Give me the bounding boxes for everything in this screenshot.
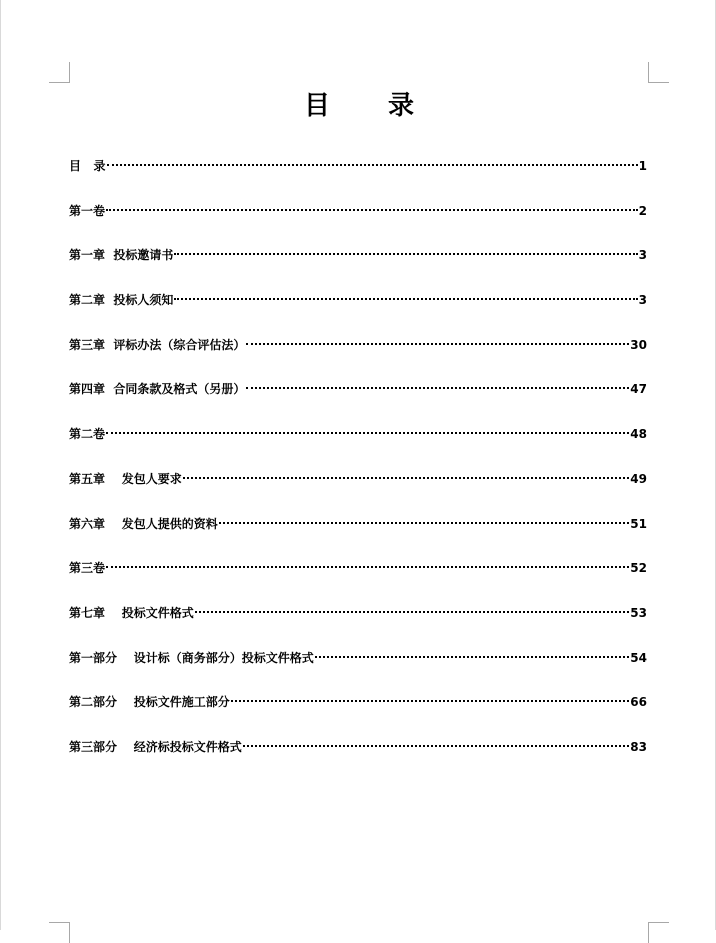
toc-dot-leader (231, 700, 630, 702)
toc-entry[interactable] (69, 156, 647, 201)
page-title-part2: 录 (388, 91, 415, 121)
toc-entry[interactable] (69, 290, 647, 335)
toc-dot-leader (183, 477, 630, 479)
toc-entry-label: 第一卷 (69, 203, 106, 218)
toc-entry-label: 第一部分 设计标（商务部分）投标文件格式 (69, 650, 314, 665)
page-title-part1: 目 (303, 91, 330, 121)
toc-dot-leader (174, 298, 637, 300)
toc-entry-label: 第七章 投标文件格式 (69, 605, 194, 620)
toc-entry-label: 第三卷 (69, 561, 106, 576)
toc-entry-label: 第二部分 投标文件施工部分 (69, 695, 230, 710)
toc-entry-label: 第二卷 (69, 427, 106, 442)
toc-entry[interactable] (69, 692, 647, 737)
toc-entry-page-number: 1 (638, 159, 647, 173)
toc-entry-page-number: 3 (638, 293, 647, 308)
margin-corner-mark (648, 62, 669, 83)
toc-entry[interactable] (69, 737, 647, 782)
toc-dot-leader (174, 253, 637, 255)
toc-entry-page-number: 53 (630, 605, 647, 620)
toc-entry-label: 第一章 投标邀请书 (69, 248, 174, 263)
toc-dot-leader (106, 566, 629, 568)
toc-dot-leader (195, 611, 630, 613)
toc-entry-label: 第五章 发包人要求 (69, 471, 182, 486)
toc-dot-leader (106, 209, 638, 211)
toc-entry-page-number: 3 (638, 248, 647, 263)
toc-entry[interactable] (69, 514, 647, 559)
toc-entry-page-number: 51 (630, 516, 647, 531)
toc-entry-page-number: 30 (630, 337, 647, 352)
toc-dot-leader (246, 387, 629, 389)
toc-entry-label: 第三章 评标办法（综合评估法） (69, 337, 246, 352)
toc-entry-label: 第六章 发包人提供的资料 (69, 516, 218, 531)
toc-entry-page-number: 47 (630, 382, 647, 397)
toc-entry[interactable] (69, 558, 647, 603)
toc-entry-label: 目 录 (69, 159, 106, 173)
toc-entry[interactable] (69, 603, 647, 648)
toc-entry[interactable] (69, 648, 647, 693)
toc-entry[interactable] (69, 201, 647, 246)
toc-entry-label: 第三部分 经济标投标文件格式 (69, 739, 242, 754)
margin-corner-mark (49, 62, 70, 83)
toc-dot-leader (243, 745, 630, 747)
toc-entry-page-number: 54 (630, 650, 647, 665)
toc-dot-leader (315, 656, 630, 658)
toc-dot-leader (219, 522, 630, 524)
page-title (1, 88, 716, 124)
toc-entry-label: 第二章 投标人须知 (69, 293, 174, 308)
table-of-contents (69, 156, 647, 782)
toc-entry-label: 第四章 合同条款及格式（另册） (69, 382, 246, 397)
toc-entry[interactable] (69, 469, 647, 514)
toc-dot-leader (246, 343, 629, 345)
margin-corner-mark (648, 922, 669, 943)
toc-entry[interactable] (69, 379, 647, 424)
toc-entry[interactable] (69, 424, 647, 469)
toc-entry[interactable] (69, 335, 647, 380)
toc-dot-leader (107, 164, 638, 166)
toc-entry-page-number: 49 (630, 471, 647, 486)
margin-corner-mark (49, 922, 70, 943)
toc-entry-page-number: 48 (630, 427, 647, 442)
toc-entry-page-number: 66 (630, 695, 647, 710)
toc-dot-leader (106, 432, 629, 434)
toc-entry-page-number: 52 (630, 561, 647, 576)
toc-entry[interactable] (69, 245, 647, 290)
toc-entry-page-number: 83 (630, 739, 647, 754)
toc-entry-page-number: 2 (638, 203, 647, 218)
